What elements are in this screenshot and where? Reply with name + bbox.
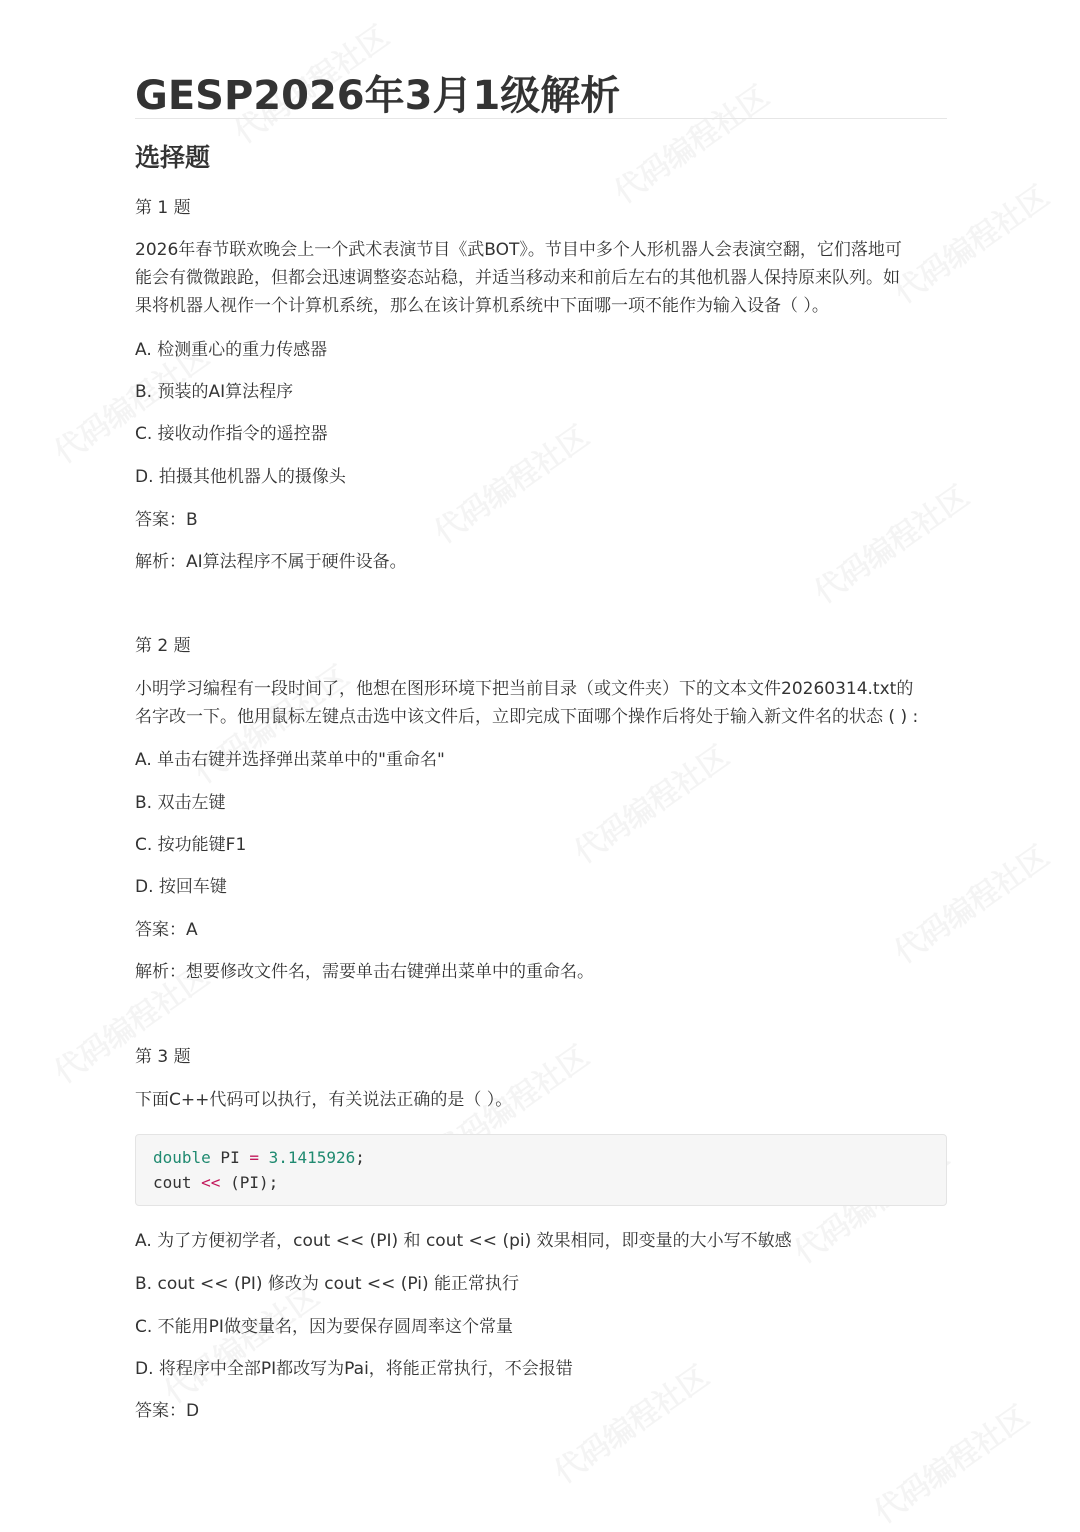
answer: 答案：D (135, 1401, 200, 1421)
code-identifier: cout (153, 1173, 202, 1192)
stem-line: 名字改一下。他用鼠标左键点击选中该文件后，立即完成下面哪个操作后将处于输入新文件名的状态 ( ) : (135, 707, 919, 727)
code-line-2 (153, 1172, 278, 1194)
option-c: C. 不能用PI做变量名，因为要保存圆周率这个常量 (135, 1317, 513, 1337)
option-c: C. 按功能键F1 (135, 835, 247, 855)
option-a: A. 为了方便初学者，cout << (PI) 和 cout << (pi) 效果相同，即变量的大小写不敏感 (135, 1231, 792, 1251)
code-rest: (PI); (220, 1173, 279, 1192)
page-title: GESP2026年3月1级解析 (135, 73, 621, 119)
answer: 答案：B (135, 510, 198, 530)
code-operator: << (201, 1173, 221, 1192)
option-a: A. 检测重心的重力传感器 (135, 340, 328, 360)
analysis: 解析：AI算法程序不属于硬件设备。 (135, 552, 407, 572)
code-keyword: double (153, 1148, 211, 1167)
question-stem (135, 675, 947, 731)
question-stem: 下面C++代码可以执行，有关说法正确的是（ ）。 (135, 1090, 513, 1110)
question-header: 第 1 题 (135, 198, 191, 218)
section-title: 选择题 (135, 143, 211, 172)
stem-line: 小明学习编程有一段时间了，他想在图形环境下把当前目录（或文件夹）下的文本文件20260314.txt的 (135, 679, 914, 699)
document-page (135, 0, 947, 1421)
question-1 (135, 196, 947, 220)
option-d: D. 按回车键 (135, 877, 227, 897)
option-b: B. 预装的AI算法程序 (135, 382, 294, 402)
option-b: B. cout << (PI) 修改为 cout << (Pi) 能正常执行 (135, 1274, 520, 1294)
code-punct: ; (355, 1148, 365, 1167)
analysis: 解析：想要修改文件名，需要单击右键弹出菜单中的重命名。 (135, 962, 594, 982)
watermark (804, 472, 977, 611)
title-divider (135, 118, 947, 119)
option-b: B. 双击左键 (135, 793, 226, 813)
stem-line: 2026年春节联欢晚会上一个武术表演节目《武BOT》。节目中多个人形机器人会表演空翻，它们落地可 (135, 240, 902, 260)
option-d: D. 将程序中全部PI都改写为Pai，将能正常执行，不会报错 (135, 1359, 573, 1379)
answer: 答案：A (135, 920, 198, 940)
code-operator: = (249, 1148, 259, 1167)
question-header: 第 3 题 (135, 1047, 191, 1067)
code-identifier: PI (210, 1148, 250, 1167)
option-d: D. 拍摄其他机器人的摄像头 (135, 467, 346, 487)
code-block (135, 1134, 947, 1206)
stem-line: 能会有微微踉跄，但都会迅速调整姿态站稳，并适当移动来和前后左右的其他机器人保持原来队列。如 (135, 268, 900, 288)
code-line-1 (153, 1147, 365, 1169)
question-stem (135, 236, 947, 320)
option-c: C. 接收动作指令的遥控器 (135, 424, 328, 444)
question-header: 第 2 题 (135, 636, 191, 656)
option-a: A. 单击右键并选择弹出菜单中的"重命名" (135, 750, 445, 770)
stem-line: 果将机器人视作一个计算机系统，那么在该计算机系统中下面哪一项不能作为输入设备（ ）。 (135, 296, 829, 316)
code-number: 3.1415926 (258, 1148, 356, 1167)
